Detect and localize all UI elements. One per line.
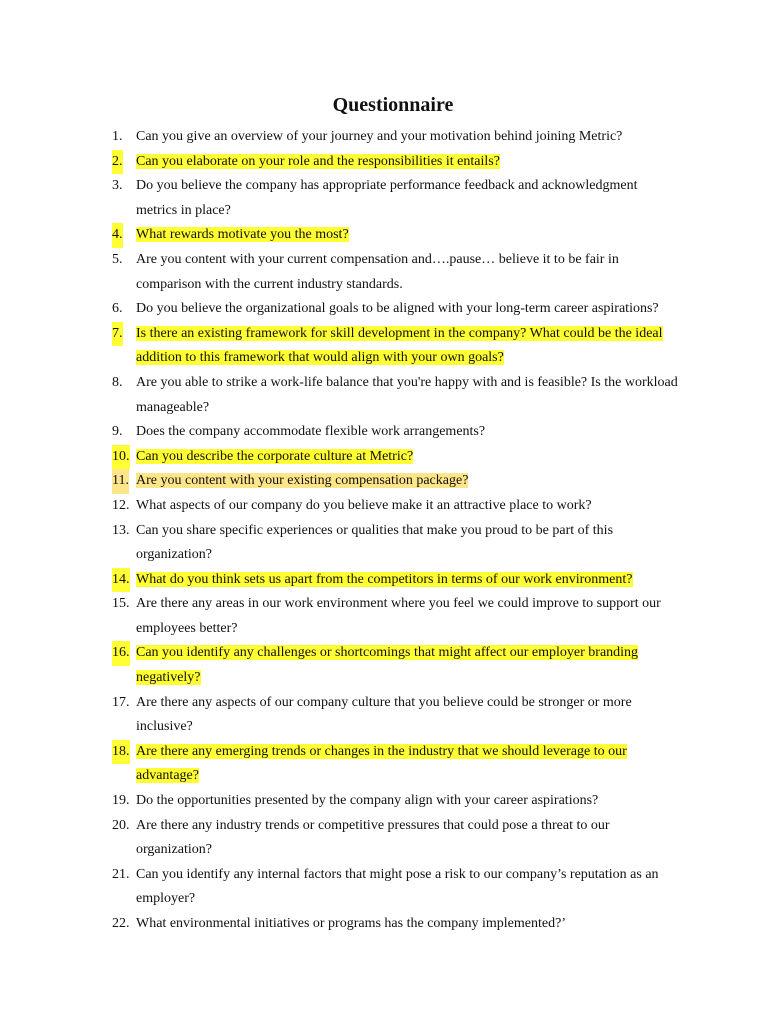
question-number: 17.: [112, 694, 130, 710]
question-number: 8.: [112, 374, 123, 390]
question-number: 20.: [112, 817, 130, 833]
question-item: [112, 420, 682, 445]
question-number: 21.: [112, 866, 130, 882]
question-number: 14.: [112, 568, 130, 593]
question-item: [112, 297, 682, 322]
question-text: Are there any emerging trends or changes in the industry that we should leverage to our advantage?: [136, 743, 627, 784]
question-text: Are there any areas in our work environment where you feel we could improve to support our employees better?: [136, 596, 661, 636]
question-item: [112, 322, 682, 371]
question-number: 9.: [112, 424, 123, 440]
question-item: [112, 494, 682, 519]
question-item: [112, 789, 682, 814]
question-number: 12.: [112, 497, 130, 513]
question-item: [112, 863, 682, 912]
question-number: 16.: [112, 641, 130, 666]
question-number: 11.: [112, 469, 129, 494]
question-text: What environmental initiatives or programs has the company implemented?’: [136, 916, 566, 931]
question-number: 3.: [112, 178, 123, 194]
question-item: [112, 814, 682, 863]
question-number: 4.: [112, 223, 123, 248]
question-number: 6.: [112, 301, 123, 317]
question-number: 10.: [112, 445, 130, 470]
question-item: [112, 912, 682, 937]
question-text: Does the company accommodate flexible work arrangements?: [136, 424, 486, 440]
question-number: 18.: [112, 740, 130, 765]
question-item: [112, 371, 682, 420]
question-item: [112, 248, 682, 297]
question-item: [112, 445, 682, 470]
question-item: [112, 592, 682, 641]
question-text: Are you content with your current compensation and….pause… believe it to be fair in comparison with the current industry standards.: [136, 251, 619, 292]
question-item: [112, 740, 682, 789]
question-number: 1.: [112, 129, 123, 144]
question-text: Do the opportunities presented by the company align with your career aspirations?: [136, 793, 599, 809]
question-item: [112, 691, 682, 740]
question-text: What aspects of our company do you believe make it an attractive place to work?: [136, 497, 592, 513]
question-text: Can you describe the corporate culture at Metric?: [136, 448, 414, 464]
page-title: Questionnaire: [332, 94, 454, 116]
question-text: Can you elaborate on your role and the responsibilities it entails?: [136, 153, 500, 169]
question-item: [112, 125, 682, 150]
question-text: Are there any industry trends or competitive pressures that could pose a threat to our organization?: [136, 817, 610, 858]
question-item: [112, 469, 682, 494]
question-item: [112, 223, 682, 248]
question-text: What rewards motivate you the most?: [136, 227, 349, 243]
question-text: Are there any aspects of our company culture that you believe could be stronger or more inclusive?: [136, 694, 632, 735]
question-item: [112, 150, 682, 175]
question-number: 7.: [112, 322, 123, 347]
question-item: [112, 519, 682, 568]
question-text: Do you believe the organizational goals to be aligned with your long-term career aspirations?: [136, 301, 659, 317]
question-text: Are you content with your existing compensation package?: [136, 473, 469, 489]
question-text: Can you share specific experiences or qualities that make you proud to be part of this organization?: [136, 522, 614, 563]
question-text: Are you able to strike a work-life balance that you're happy with and is feasible? Is the workload manageable?: [136, 374, 678, 415]
question-number: 5.: [112, 251, 123, 267]
question-number: 15.: [112, 596, 130, 612]
question-text: Can you identify any challenges or shortcomings that might affect our employer branding negatively?: [136, 645, 639, 686]
question-item: [112, 641, 682, 690]
question-number: 2.: [112, 150, 123, 175]
question-item: [112, 174, 682, 223]
question-text: Do you believe the company has appropriate performance feedback and acknowledgment metrics in place?: [136, 178, 638, 218]
question-number: 22.: [112, 916, 130, 931]
question-text: Can you identify any internal factors that might pose a risk to our company’s reputation as an employer?: [136, 866, 659, 907]
question-number: 13.: [112, 522, 130, 538]
question-text: What do you think sets us apart from the competitors in terms of our work environment?: [136, 571, 633, 587]
question-number: 19.: [112, 793, 130, 809]
question-text: Is there an existing framework for skill development in the company? What could be the ideal addition to this framework that would align with your own goals?: [136, 325, 663, 366]
question-text: Can you give an overview of your journey and your motivation behind joining Metric?: [136, 129, 623, 144]
question-item: [112, 568, 682, 593]
question-list: [112, 125, 682, 937]
